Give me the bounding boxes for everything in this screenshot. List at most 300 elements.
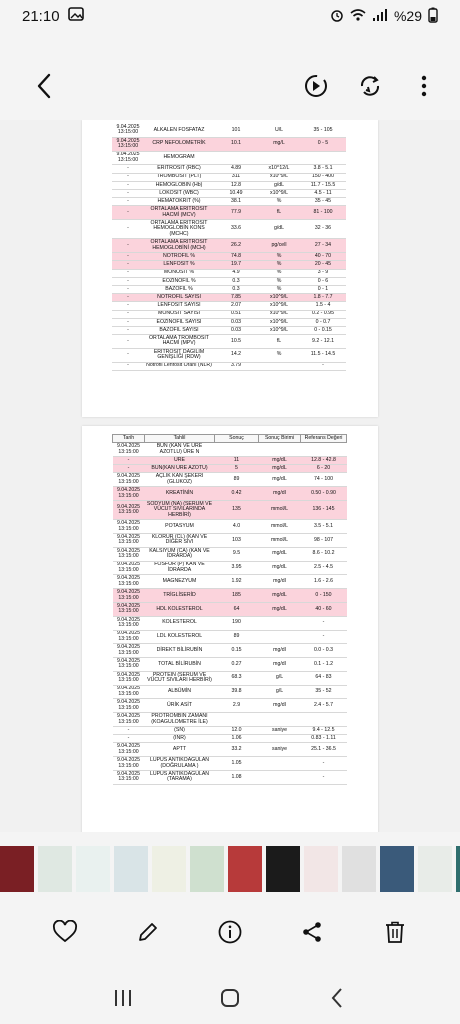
- row-date: -: [112, 294, 144, 302]
- row-result: 4.0: [215, 520, 259, 534]
- row-test-name: ERİTROSİT DAĞILIM GENİŞLİĞİ (RDW): [144, 348, 214, 362]
- row-unit: saniye: [259, 727, 301, 735]
- row-unit: mg/dl: [259, 658, 301, 672]
- row-test-name: FOSFOR (P) KAN VE İDRARDA: [145, 561, 215, 575]
- row-reference: 1.6 - 2.6: [301, 575, 347, 589]
- table-row: [112, 362, 346, 370]
- row-test-name: TOTAL BİLİRUBİN: [145, 658, 215, 672]
- row-unit: U/L: [258, 124, 300, 137]
- row-reference: 0.50 - 0.90: [301, 487, 347, 501]
- row-unit: g/L: [259, 671, 301, 685]
- table-row: [112, 326, 346, 334]
- row-reference: 0 - 5: [300, 137, 346, 151]
- row-reference: 11.5 - 14.5: [300, 348, 346, 362]
- row-date: -: [113, 465, 145, 473]
- row-reference: 40 - 70: [300, 253, 346, 261]
- row-reference: 0.1 - 1.2: [301, 658, 347, 672]
- row-date: 9.04.2025 13:15:00: [113, 589, 145, 603]
- status-bar: [0, 0, 460, 32]
- row-reference: [301, 443, 347, 457]
- row-test-name: (SN): [145, 727, 215, 735]
- row-reference: [300, 151, 346, 165]
- row-test-name: KALSİYUM (CA) (KAN VE İDRARDA): [145, 547, 215, 561]
- table-row: [113, 561, 347, 575]
- row-reference: -: [301, 757, 347, 771]
- row-unit: x10^9/L: [258, 189, 300, 197]
- row-test-name: KOLESTEROL: [145, 616, 215, 630]
- table-row: [113, 487, 347, 501]
- row-test-name: EOZİNOFİL SAYISI: [144, 318, 214, 326]
- recent-apps-button[interactable]: [107, 982, 139, 1014]
- row-reference: [301, 713, 347, 727]
- row-test-name: TROMBOSİT (PLT): [144, 173, 214, 181]
- row-result: 14.2: [214, 348, 258, 362]
- remaster-icon: [356, 72, 384, 100]
- edit-button[interactable]: [132, 916, 164, 948]
- remaster-button[interactable]: [354, 70, 386, 102]
- row-date: -: [112, 302, 144, 310]
- back-arrow-icon: [34, 72, 54, 100]
- row-test-name: MONOSİT SAYISI: [144, 310, 214, 318]
- play-video-button[interactable]: [300, 70, 332, 102]
- row-result: 38.1: [214, 198, 258, 206]
- row-result: 0.03: [214, 318, 258, 326]
- system-navigation-bar: [0, 976, 460, 1020]
- row-test-name: LENFOSİT %: [144, 261, 214, 269]
- row-reference: 2.5 - 4.5: [301, 561, 347, 575]
- row-date: 9.04.2025 13:15:00: [113, 757, 145, 771]
- row-test-name: EOZİNOFİL %: [144, 277, 214, 285]
- row-test-name: HDL KOLESTEROL: [145, 602, 215, 616]
- row-test-name: HEMOGLOBİN (Hb): [144, 181, 214, 189]
- row-date: 9.04.2025 13:15:00: [113, 671, 145, 685]
- row-reference: 3 - 9: [300, 269, 346, 277]
- row-date: 9.04.2025 13:15:00: [113, 534, 145, 548]
- table-row: [112, 253, 346, 261]
- table-row: [113, 500, 347, 519]
- row-test-name: PROTEİN (SERUM VE VÜCUT SIVILARI HERBİRİ): [145, 671, 215, 685]
- row-reference: 27 - 34: [300, 239, 346, 253]
- row-test-name: ERİTROSİT (RBC): [144, 165, 214, 173]
- row-test-name: TRİGLİSERİD: [145, 589, 215, 603]
- row-test-name: ORTALAMA ERİTROSİT HEMOGLOBİNİ (MCH): [144, 239, 214, 253]
- row-result: 0.15: [215, 644, 259, 658]
- row-test-name: BAZOFİL SAYISI: [144, 326, 214, 334]
- row-unit: mg/dL: [259, 547, 301, 561]
- row-result: 0.3: [214, 277, 258, 285]
- row-test-name: (INR): [145, 735, 215, 743]
- favorite-button[interactable]: [49, 916, 81, 948]
- more-vert-icon: [420, 74, 428, 98]
- row-reference: 12.8 - 42.8: [301, 456, 347, 464]
- lab-results-table-1: [112, 124, 346, 371]
- row-date: 9.04.2025 13:15:00: [113, 616, 145, 630]
- row-unit: g/dL: [258, 220, 300, 239]
- row-reference: 98 - 107: [301, 534, 347, 548]
- table-row: [113, 616, 347, 630]
- row-result: 89: [215, 473, 259, 487]
- row-unit: [259, 630, 301, 644]
- row-result: 7.85: [214, 294, 258, 302]
- row-test-name: CRP NEFOLOMETRİK: [144, 137, 214, 151]
- row-reference: 32 - 36: [300, 220, 346, 239]
- row-unit: x10^9/L: [258, 173, 300, 181]
- row-unit: x10^9/L: [258, 318, 300, 326]
- row-date: 9.04.2025 13:15:00: [112, 151, 144, 165]
- lab-results-table-2: [112, 434, 347, 785]
- row-test-name: MAGNEZYUM: [145, 575, 215, 589]
- row-date: -: [112, 261, 144, 269]
- table-row: [113, 727, 347, 735]
- row-unit: [259, 713, 301, 727]
- row-date: 9.04.2025 13:15:00: [113, 561, 145, 575]
- row-result: 0.3: [214, 285, 258, 293]
- row-reference: 74 - 100: [301, 473, 347, 487]
- table-row: [113, 770, 347, 784]
- table-row: [112, 335, 346, 349]
- row-result: 135: [215, 500, 259, 519]
- row-test-name: ÜRİK ASİT: [145, 699, 215, 713]
- row-result: 1.06: [215, 735, 259, 743]
- row-reference: 1.5 - 4: [300, 302, 346, 310]
- row-result: 0.27: [215, 658, 259, 672]
- thumbnail-item[interactable]: [0, 846, 34, 892]
- row-test-name: ALBÜMİN: [145, 685, 215, 699]
- delete-button[interactable]: [379, 916, 411, 948]
- row-reference: -: [300, 362, 346, 370]
- table-row: [112, 302, 346, 310]
- row-unit: saniye: [259, 743, 301, 757]
- row-reference: 150 - 400: [300, 173, 346, 181]
- home-icon: [219, 987, 241, 1009]
- table-row: [112, 220, 346, 239]
- battery-percent: %29: [393, 8, 422, 24]
- row-result: 64: [215, 602, 259, 616]
- document-page-1: [82, 120, 378, 417]
- row-date: -: [112, 198, 144, 206]
- row-reference: 0 - 0.7: [300, 318, 346, 326]
- thumbnail-item[interactable]: [76, 846, 110, 892]
- row-result: 4.9: [214, 269, 258, 277]
- row-reference: 35 - 52: [301, 685, 347, 699]
- gallery-notification-icon: [68, 7, 84, 25]
- table-row: [113, 630, 347, 644]
- row-reference: 2.4 - 5.7: [301, 699, 347, 713]
- thumbnail-item[interactable]: [114, 846, 148, 892]
- row-test-name: LÖKOSİT (WBC): [144, 189, 214, 197]
- row-result: [215, 443, 259, 457]
- thumbnail-item[interactable]: [266, 846, 300, 892]
- row-test-name: ALKALEN FOSFATAZ: [144, 124, 214, 137]
- row-date: -: [112, 239, 144, 253]
- row-test-name: KREATİNİN: [145, 487, 215, 501]
- viewer-toolbar: [0, 58, 460, 114]
- row-result: 33.6: [214, 220, 258, 239]
- row-date: 9.04.2025 13:15:00: [112, 124, 144, 137]
- row-date: 9.04.2025 13:15:00: [113, 473, 145, 487]
- row-reference: 35 - 105: [300, 124, 346, 137]
- column-header: Referans Değeri: [301, 435, 347, 443]
- row-unit: mg/dl: [259, 699, 301, 713]
- row-date: -: [112, 326, 144, 334]
- alarm-icon: [330, 8, 344, 25]
- row-result: 103: [215, 534, 259, 548]
- recents-icon: [112, 988, 134, 1008]
- row-date: -: [113, 735, 145, 743]
- row-reference: 0.2 - 0.95: [300, 310, 346, 318]
- row-unit: %: [258, 277, 300, 285]
- row-test-name: LENFOSİT SAYISI: [144, 302, 214, 310]
- thumbnail-item[interactable]: [228, 846, 262, 892]
- row-unit: fL: [258, 335, 300, 349]
- row-result: 0.42: [215, 487, 259, 501]
- thumbnail-item[interactable]: [418, 846, 452, 892]
- table-row: [113, 575, 347, 589]
- row-result: 10.5: [214, 335, 258, 349]
- row-date: 9.04.2025 13:15:00: [113, 602, 145, 616]
- more-options-button[interactable]: [408, 70, 440, 102]
- row-unit: %: [258, 198, 300, 206]
- table-row: [112, 269, 346, 277]
- back-nav-icon: [329, 987, 345, 1009]
- row-date: -: [112, 310, 144, 318]
- table-row: [112, 124, 346, 137]
- row-result: 0.51: [214, 310, 258, 318]
- row-test-name: DİREKT BİLİRUBİN: [145, 644, 215, 658]
- row-reference: 0 - 150: [301, 589, 347, 603]
- row-result: 9.5: [215, 547, 259, 561]
- row-unit: %: [258, 253, 300, 261]
- table-row: [112, 348, 346, 362]
- row-reference: 0.83 - 1.11: [301, 735, 347, 743]
- row-test-name: NÖTROFİL SAYISI: [144, 294, 214, 302]
- column-header: Sonuç Birimi: [259, 435, 301, 443]
- table-row: [112, 239, 346, 253]
- column-header: Tahlil: [145, 435, 215, 443]
- row-result: 185: [215, 589, 259, 603]
- row-result: 68.3: [215, 671, 259, 685]
- row-reference: 20 - 45: [300, 261, 346, 269]
- table-row: [113, 671, 347, 685]
- row-unit: [258, 151, 300, 165]
- row-unit: x10^12/L: [258, 165, 300, 173]
- pencil-icon: [136, 920, 160, 944]
- row-result: 4.89: [214, 165, 258, 173]
- row-date: -: [112, 285, 144, 293]
- row-unit: [259, 616, 301, 630]
- row-test-name: BAZOFİL %: [144, 285, 214, 293]
- row-result: 1.05: [215, 757, 259, 771]
- row-date: -: [112, 269, 144, 277]
- thumbnail-item[interactable]: [304, 846, 338, 892]
- thumbnail-item[interactable]: [342, 846, 376, 892]
- table-row: [113, 473, 347, 487]
- thumbnail-item[interactable]: [152, 846, 186, 892]
- row-result: 101: [214, 124, 258, 137]
- back-button[interactable]: [28, 70, 60, 102]
- row-result: [214, 151, 258, 165]
- row-test-name: POTASYUM: [145, 520, 215, 534]
- table-row: [112, 261, 346, 269]
- row-result: 39.8: [215, 685, 259, 699]
- row-reference: -: [301, 616, 347, 630]
- thumbnail-item[interactable]: [380, 846, 414, 892]
- row-unit: [259, 770, 301, 784]
- table-row: [112, 294, 346, 302]
- table-row: [112, 165, 346, 173]
- share-button[interactable]: [296, 916, 328, 948]
- table-row: [113, 644, 347, 658]
- row-test-name: MONOSİT %: [144, 269, 214, 277]
- row-unit: g/dL: [258, 181, 300, 189]
- row-reference: 11.7 - 15.5: [300, 181, 346, 189]
- trash-icon: [384, 920, 406, 944]
- clock: 21:10: [22, 7, 60, 25]
- row-unit: %: [258, 261, 300, 269]
- row-unit: mg/dl: [259, 487, 301, 501]
- row-test-name: LUPUS ANTİKOAGULAN (DOĞRULAMA ): [145, 757, 215, 771]
- row-date: -: [112, 253, 144, 261]
- share-icon: [300, 920, 324, 944]
- row-reference: 40 - 60: [301, 602, 347, 616]
- row-test-name: ORTALAMA ERİTROSİT HACMİ (MCV): [144, 206, 214, 220]
- row-test-name: Nötrofil Lenfosit Oranı (NLR): [144, 362, 214, 370]
- row-test-name: SODYUM (NA) (SERUM VE VÜCUT SIVILARINDA HERBİRİ): [145, 500, 215, 519]
- table-row: [112, 198, 346, 206]
- row-unit: mmol/L: [259, 534, 301, 548]
- document-page-2: [82, 426, 378, 832]
- row-test-name: ÜRE: [145, 456, 215, 464]
- table-row: [113, 713, 347, 727]
- row-test-name: PROTROMBİN ZAMANI (KOAGULOMETRE İLE): [145, 713, 215, 727]
- row-reference: 1.8 - 7.7: [300, 294, 346, 302]
- bottom-action-bar: [0, 908, 460, 956]
- home-button[interactable]: [214, 982, 246, 1014]
- row-result: 19.7: [214, 261, 258, 269]
- row-unit: mg/L: [258, 137, 300, 151]
- row-date: -: [113, 456, 145, 464]
- row-date: 9.04.2025 13:15:00: [113, 630, 145, 644]
- row-date: -: [113, 727, 145, 735]
- table-row: [113, 534, 347, 548]
- row-test-name: KLORÜR (CL) (KAN VE DİĞER SIVI: [145, 534, 215, 548]
- row-unit: %: [258, 348, 300, 362]
- row-unit: g/L: [259, 685, 301, 699]
- row-date: -: [112, 277, 144, 285]
- row-date: 9.04.2025 13:15:00: [113, 443, 145, 457]
- row-test-name: NÖTROFİL %: [144, 253, 214, 261]
- row-unit: [258, 362, 300, 370]
- image-viewer[interactable]: [0, 120, 460, 832]
- row-unit: mg/dL: [259, 456, 301, 464]
- row-result: 190: [215, 616, 259, 630]
- row-unit: pg/cell: [258, 239, 300, 253]
- row-unit: mmol/L: [259, 520, 301, 534]
- row-date: -: [112, 220, 144, 239]
- table-row: [113, 589, 347, 603]
- table-row: [113, 757, 347, 771]
- battery-icon: [428, 7, 438, 26]
- table-row: [113, 685, 347, 699]
- row-unit: [259, 443, 301, 457]
- row-result: 10.49: [214, 189, 258, 197]
- row-reference: 0 - 6: [300, 277, 346, 285]
- back-nav-button[interactable]: [321, 982, 353, 1014]
- row-test-name: BUN(KAN ÜRE AZOTU): [145, 465, 215, 473]
- row-reference: 136 - 145: [301, 500, 347, 519]
- row-result: 74.8: [214, 253, 258, 261]
- row-reference: 3.5 - 5.1: [301, 520, 347, 534]
- table-row: [112, 277, 346, 285]
- row-date: 9.04.2025 13:15:00: [113, 743, 145, 757]
- row-test-name: LUPUS ANTİKOAGULAN (TARAMA): [145, 770, 215, 784]
- table-row: [113, 658, 347, 672]
- thumbnail-strip[interactable]: [0, 846, 460, 892]
- row-date: 9.04.2025 13:15:00: [113, 575, 145, 589]
- column-header: Sonuç: [215, 435, 259, 443]
- row-test-name: ORTALAMA TROMBOSİT HACMİ (MPV): [144, 335, 214, 349]
- thumbnail-item[interactable]: [456, 846, 460, 892]
- row-date: -: [112, 189, 144, 197]
- row-reference: 25.1 - 36.5: [301, 743, 347, 757]
- row-unit: mg/dl: [259, 575, 301, 589]
- row-result: 3.79: [214, 362, 258, 370]
- row-date: 9.04.2025 13:15:00: [112, 137, 144, 151]
- row-test-name: AÇLIK KAN ŞEKERİ (GLUKOZ): [145, 473, 215, 487]
- row-test-name: HEMATOKRİT (%): [144, 198, 214, 206]
- row-reference: 35 - 45: [300, 198, 346, 206]
- row-reference: -: [301, 630, 347, 644]
- row-reference: 9.4 - 12.5: [301, 727, 347, 735]
- info-button[interactable]: [214, 916, 246, 948]
- row-reference: 0 - 1: [300, 285, 346, 293]
- table-row: [113, 456, 347, 464]
- row-date: -: [112, 348, 144, 362]
- thumbnail-item[interactable]: [38, 846, 72, 892]
- row-unit: %: [258, 285, 300, 293]
- table-row: [113, 465, 347, 473]
- row-result: [215, 713, 259, 727]
- row-unit: x10^9/L: [258, 302, 300, 310]
- row-result: 2.9: [215, 699, 259, 713]
- row-unit: [259, 735, 301, 743]
- row-unit: mmol/L: [259, 500, 301, 519]
- table-row: [112, 181, 346, 189]
- row-date: 9.04.2025 13:15:00: [113, 685, 145, 699]
- thumbnail-item[interactable]: [190, 846, 224, 892]
- signal-icon: [372, 8, 388, 25]
- row-result: 26.2: [214, 239, 258, 253]
- row-result: 10.1: [214, 137, 258, 151]
- row-date: 9.04.2025 13:15:00: [113, 713, 145, 727]
- table-row: [113, 602, 347, 616]
- row-result: 2.07: [214, 302, 258, 310]
- row-unit: mg/dL: [259, 602, 301, 616]
- row-test-name: BUN (KAN VE ÜRE AZOTLU) ÜRE N: [145, 443, 215, 457]
- row-reference: 81 - 100: [300, 206, 346, 220]
- table-row: [112, 318, 346, 326]
- row-date: 9.04.2025 13:15:00: [113, 644, 145, 658]
- row-unit: mg/dL: [259, 589, 301, 603]
- row-reference: 4.5 - 11: [300, 189, 346, 197]
- table-row: [113, 743, 347, 757]
- table-row: [113, 735, 347, 743]
- row-reference: 8.6 - 10.2: [301, 547, 347, 561]
- row-reference: 9.2 - 12.1: [300, 335, 346, 349]
- row-result: 33.2: [215, 743, 259, 757]
- table-row: [112, 310, 346, 318]
- row-date: 9.04.2025 13:15:00: [113, 487, 145, 501]
